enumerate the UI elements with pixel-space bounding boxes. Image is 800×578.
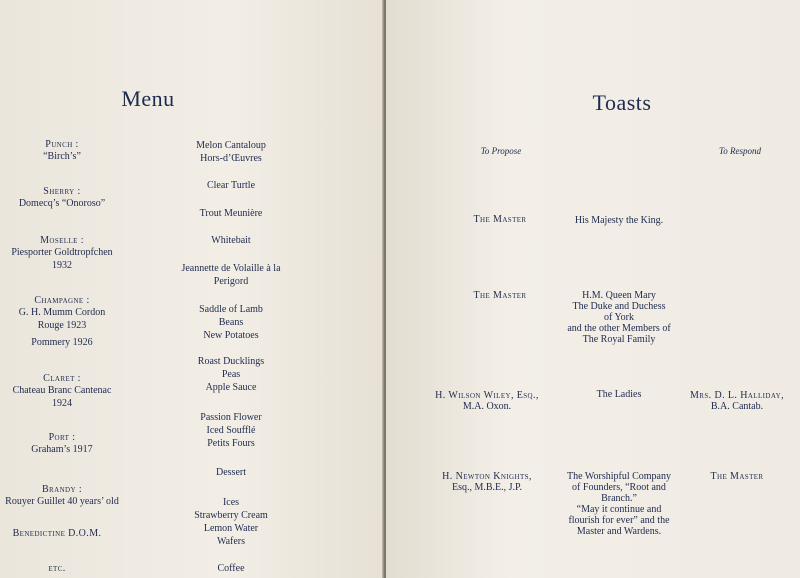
course-volaille [181,262,280,288]
drink-item: Chateau Branc Cantenac [12,385,112,396]
drink-item: Rouyer Guillet 40 years’ old [5,496,119,507]
toast-4-subject [567,471,671,537]
course-line: Passion Flower [200,412,262,423]
toast-line: H.M. Queen Mary [582,290,656,301]
course-melon [196,139,266,165]
course-line: Apple Sauce [205,382,257,393]
drink-punch [43,139,81,163]
toast-3-responder [690,390,784,412]
course-ducklings [198,355,264,394]
course-line: Roast Ducklings [197,356,265,367]
menu-title: Menu [121,86,175,111]
course-line: Peas [221,369,241,380]
course-line: Lemon Water [203,523,259,534]
header-to-propose: To Propose [480,146,522,156]
toast-line: of York [603,312,634,323]
drink-label: Champagne : [34,295,90,306]
toast-line: Branch.” [601,493,637,504]
menu-page [0,0,384,578]
drink-item: Graham’s 1917 [31,444,93,455]
drink-label: Moselle : [40,235,84,246]
toast-4-proposer [442,471,532,493]
course-coffee: Coffee [217,563,245,574]
toast-line: The Worshipful Company [567,471,671,482]
toasts-title: Toasts [592,90,652,115]
drink-moselle [11,235,112,272]
drink-item: Pommery 1926 [31,337,93,348]
course-line: Iced Soufflé [206,425,256,436]
toast-line: The Royal Family [582,334,656,345]
drink-benedictine: Benedictine D.O.M. [12,528,102,539]
drink-item: 1932 [52,260,72,271]
toast-3-proposer [435,390,539,412]
course-line: Wafers [216,536,246,547]
course-line: Ices [222,497,240,508]
toast-line: “May it continue and [576,504,662,515]
course-line: Petits Fours [207,438,255,449]
course-line: Saddle of Lamb [199,304,263,315]
drink-item: “Birch’s” [43,151,81,162]
drink-brandy [5,484,119,508]
toasts-page [386,0,800,578]
toast-line: M.A. Oxon. [462,401,512,412]
toast-line: The Ladies [596,389,642,400]
toast-line: flourish for ever” and the [568,515,670,526]
course-lamb [199,303,263,342]
drink-item: Rouge 1923 [37,320,87,331]
toast-1-subject [575,215,663,226]
toast-line: B.A. Cantab. [710,401,764,412]
drink-item: G. H. Mumm Cordon [18,307,106,318]
course-line: Perigord [213,276,249,287]
drink-etc: etc. [48,563,66,574]
toast-line: Esq., M.B.E., J.P. [451,482,522,493]
drink-label: Brandy : [41,484,83,495]
course-passion-flower [200,411,261,450]
drink-label: Claret : [43,373,81,384]
toast-line: of Founders, “Root and [572,482,666,493]
toast-2-proposer: The Master [473,290,527,301]
course-turtle: Clear Turtle [206,180,256,191]
course-trout: Trout Meunière [199,208,263,219]
toast-line: His Majesty the King. [574,215,664,226]
toast-line: Master and Wardens. [576,526,662,537]
toast-line: and the other Members of [567,323,671,334]
toast-line: H. Newton Knights, [442,471,532,482]
drink-claret [13,373,112,410]
drink-item: Piesporter Goldtropfchen [11,247,113,258]
drink-sherry [19,186,105,210]
course-dessert: Dessert [216,467,246,478]
drink-label: Punch : [45,139,79,150]
course-whitebait: Whitebait [211,235,251,246]
toast-line: The Duke and Duchess [572,301,666,312]
drink-port [31,432,92,456]
course-line: New Potatoes [203,330,259,341]
drink-label: Sherry : [43,186,81,197]
course-line: Beans [218,317,244,328]
drink-label: Port : [48,432,76,443]
drink-champagne [19,295,105,349]
course-ices [194,496,268,548]
toast-3-subject [597,389,642,400]
course-line: Strawberry Cream [194,510,268,521]
toast-line: Mrs. D. L. Halliday, [690,390,784,401]
course-line: Jeannette de Volaille à la [181,263,281,274]
toast-2-subject [567,290,670,345]
toast-4-responder: The Master [710,471,764,482]
drink-item: 1924 [52,398,72,409]
toast-1-proposer: The Master [473,214,527,225]
drink-item: Domecq’s “Onoroso” [18,198,106,209]
course-line: Hors-d’Œuvres [200,153,262,164]
header-to-respond: To Respond [719,146,761,156]
course-line: Melon Cantaloup [196,140,266,151]
toast-line: H. Wilson Wiley, Esq., [435,390,539,401]
